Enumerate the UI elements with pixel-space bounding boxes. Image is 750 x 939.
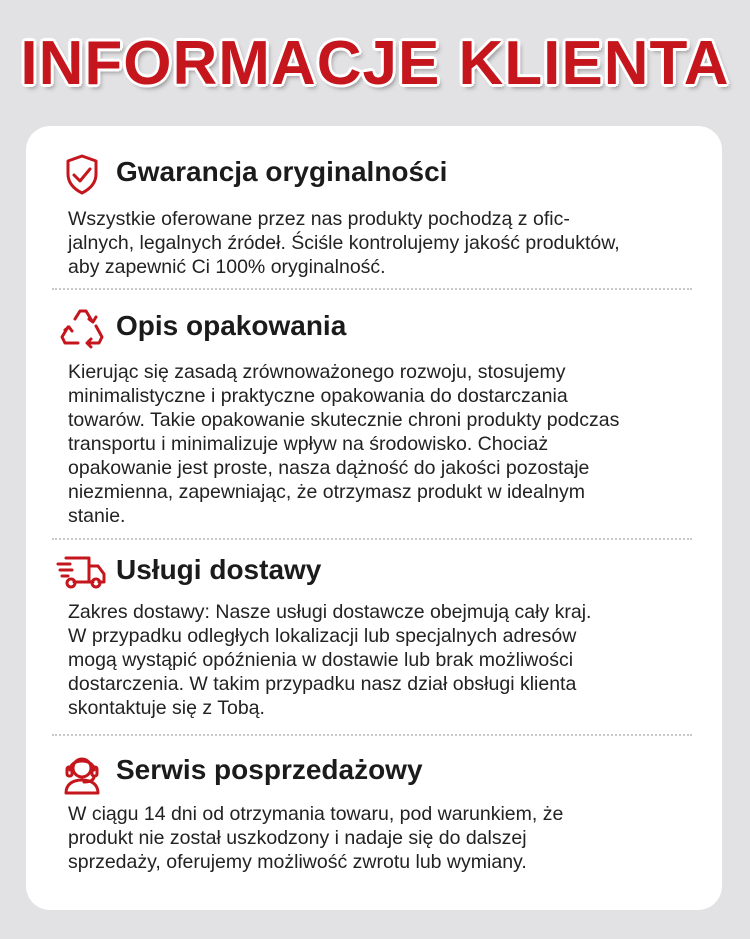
body-line: opakowanie jest proste, nasza dążność do jakości pozostaje	[68, 457, 590, 479]
body-line: niezmienna, zapewniając, że otrzymasz produkt w idealnym	[68, 481, 585, 503]
section-packaging	[26, 306, 722, 527]
section-header	[26, 550, 722, 596]
body-line: minimalistyczne i praktyczne opakowania do dostarczania	[68, 385, 568, 407]
section-header	[26, 152, 722, 198]
info-card	[26, 126, 722, 910]
body-line: mogą wystąpić opóźnienia w dostawie lub brak możliwości	[68, 649, 574, 671]
section-body	[68, 207, 708, 279]
delivery-truck-icon	[56, 550, 108, 596]
body-line: W przypadku odległych lokalizacji lub specjalnych adresów	[68, 625, 577, 647]
section-header	[26, 750, 722, 796]
body-line: stanie.	[68, 505, 126, 527]
section-title: Gwarancja oryginalności	[116, 156, 448, 187]
section-delivery	[26, 550, 722, 719]
body-line: produkt nie został uszkodzony i nadaje się do dalszej	[68, 827, 527, 849]
divider	[52, 538, 692, 540]
shield-check-icon	[56, 152, 108, 198]
section-body	[68, 360, 708, 528]
recycle-icon	[56, 306, 108, 352]
body-line: jalnych, legalnych źródeł. Ściśle kontrolujemy jakość produktów,	[68, 232, 620, 254]
section-after-sales	[26, 750, 722, 873]
divider	[52, 734, 692, 736]
body-line: skontaktuje się z Tobą.	[68, 697, 265, 719]
headset-agent-icon	[56, 750, 108, 796]
body-line: transportu i minimalizuje wpływ na środowisko. Chociaż	[68, 433, 549, 455]
page-title: INFORMACJE KLIENTA	[20, 29, 730, 98]
body-line: Kierując się zasadą zrównoważonego rozwoju, stosujemy	[68, 361, 566, 383]
body-line: dostarczenia. W takim przypadku nasz dział obsługi klienta	[68, 673, 577, 695]
divider	[52, 288, 692, 290]
body-line: Wszystkie oferowane przez nas produkty pochodzą z ofic-	[68, 208, 570, 230]
section-title: Serwis posprzedażowy	[116, 754, 423, 785]
section-title: Opis opakowania	[116, 310, 347, 341]
section-body	[68, 600, 708, 720]
body-line: Zakres dostawy: Nasze usługi dostawcze obejmują cały kraj.	[68, 601, 592, 623]
body-line: aby zapewnić Ci 100% oryginalność.	[68, 256, 386, 278]
body-line: sprzedaży, oferujemy możliwość zwrotu lub wymiany.	[68, 851, 527, 873]
section-originality	[26, 152, 722, 278]
section-title: Usługi dostawy	[116, 554, 322, 585]
section-header	[26, 306, 722, 352]
section-body	[68, 802, 708, 874]
body-line: towarów. Takie opakowanie skutecznie chroni produkty podczas	[68, 409, 620, 431]
body-line: W ciągu 14 dni od otrzymania towaru, pod warunkiem, że	[68, 803, 564, 825]
